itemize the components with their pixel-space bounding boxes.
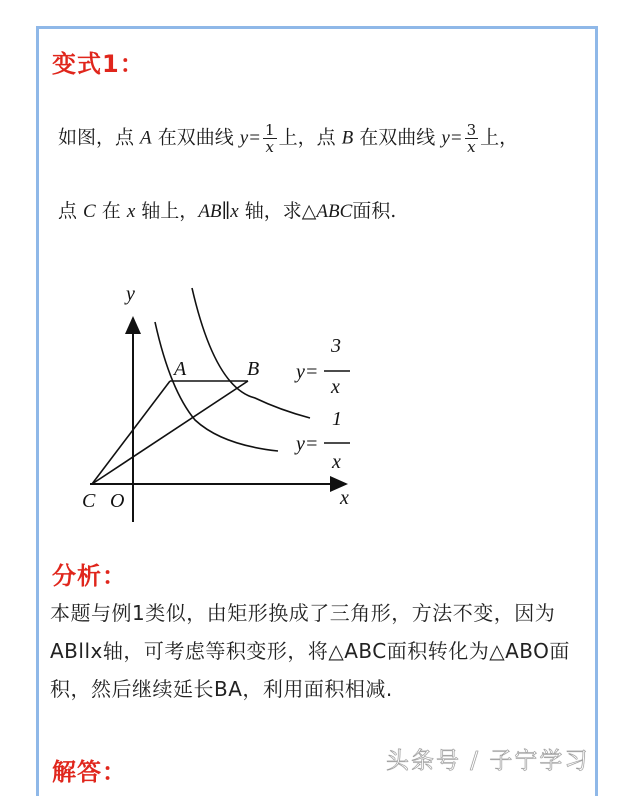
variable-x: x (126, 201, 136, 222)
text-segment: 上，点 (278, 126, 342, 149)
hyperbola-3-over-x (192, 288, 310, 418)
hyperbola-1-over-x (155, 322, 278, 451)
origin-label: O (110, 490, 125, 512)
ab-parallel-x: AB∥x (198, 201, 239, 222)
curve3-numerator: 3 (331, 335, 341, 357)
triangle-name: ABC (316, 201, 353, 222)
text-segment: 点 (58, 200, 84, 222)
curve3-lhs: y= (296, 361, 319, 383)
analysis-title: 分析： (52, 562, 127, 590)
equation-lhs: y= (441, 127, 463, 149)
text-segment: 轴，求△ (238, 200, 317, 222)
y-axis-label: y (126, 283, 135, 305)
point-a-symbol: A (140, 127, 152, 149)
x-axis-label: x (340, 487, 349, 509)
watermark: 头条号 / 子宁学习 (386, 748, 590, 774)
text-segment: 如图，点 (58, 126, 141, 149)
curve3-denominator: x (331, 376, 340, 398)
text-segment: 在 (95, 200, 127, 222)
point-c-symbol: C (83, 201, 96, 222)
point-a-label: A (174, 358, 187, 380)
fraction-numerator: 3 (466, 121, 477, 139)
text-segment: 上， (480, 126, 519, 149)
segment-ca (92, 381, 170, 484)
curve1-lhs: y= (296, 433, 319, 455)
curve1-denominator: x (332, 451, 341, 473)
text-segment: 在双曲线 (151, 126, 240, 149)
analysis-body: 本题与例1类似，由矩形换成了三角形，方法不变，因为ABllx轴，可考虑等积变形，将△ABC面积转化为△ABO面积，然后继续延长BA，利用面积相减. (50, 601, 570, 701)
variant-title: 变式1： (52, 50, 145, 78)
curve1-numerator: 1 (332, 408, 342, 430)
text-segment: 面积. (352, 200, 397, 222)
point-b-symbol: B (341, 127, 354, 149)
equation-lhs: y= (239, 127, 262, 149)
point-b-label: B (247, 358, 260, 380)
fraction-denominator: x (467, 138, 476, 156)
fraction-numerator: 1 (265, 121, 275, 139)
text-segment: 在双曲线 (353, 126, 442, 149)
answer-title: 解答： (52, 758, 127, 786)
segment-cb (92, 381, 248, 484)
fraction-denominator: x (265, 138, 275, 156)
text-segment: 轴上， (135, 200, 199, 222)
point-c-label: C (82, 490, 96, 512)
